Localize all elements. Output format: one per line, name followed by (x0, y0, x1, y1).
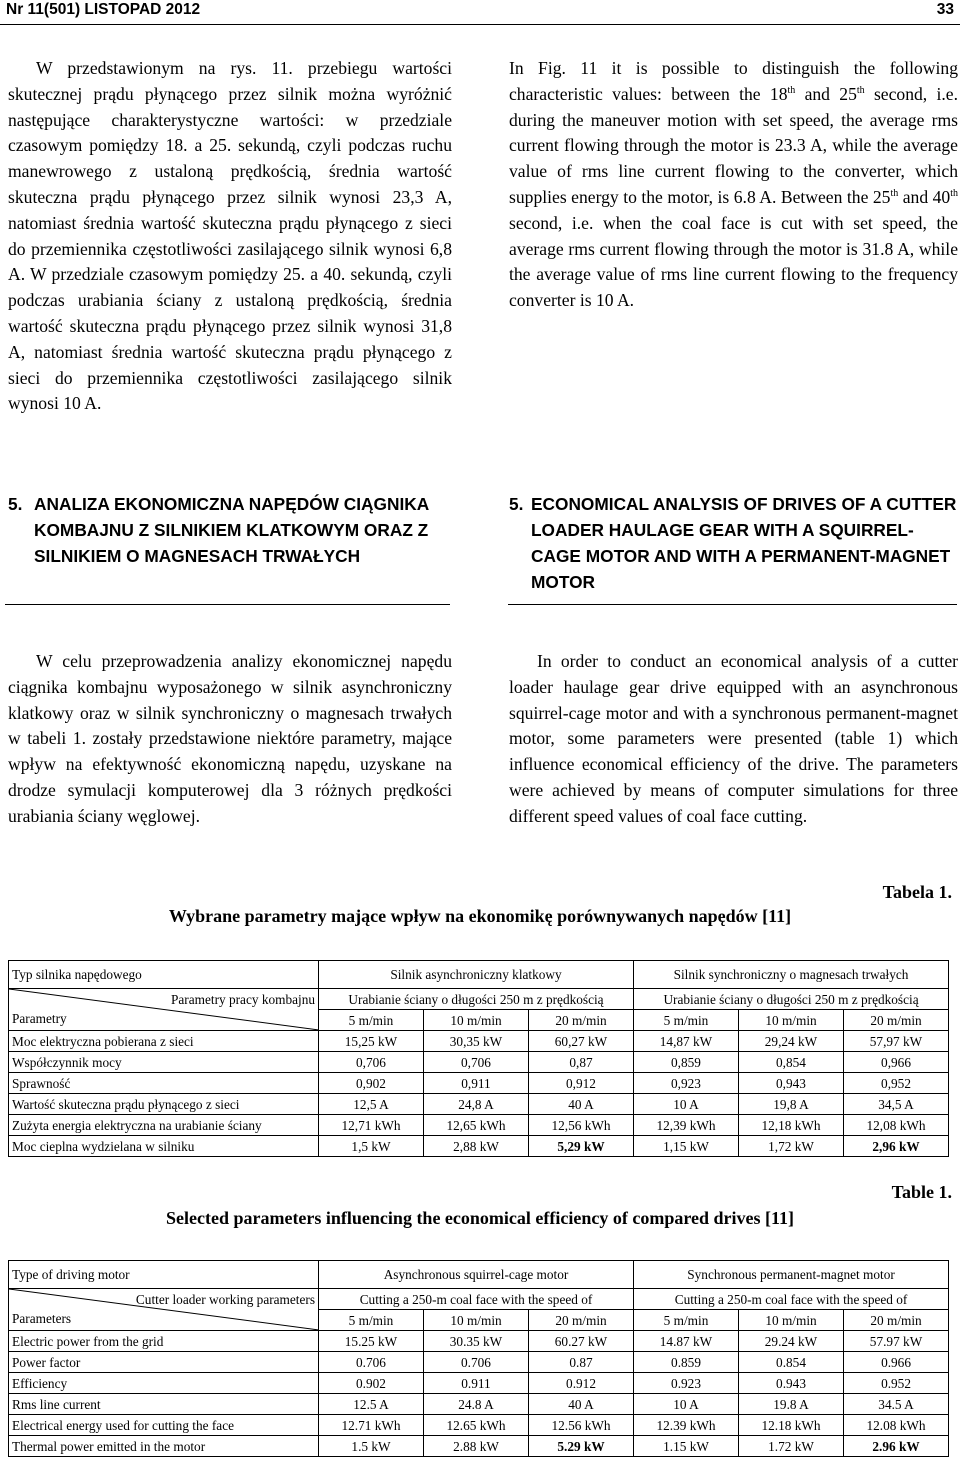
table-cell: 12.39 kWh (634, 1415, 739, 1436)
table-cell: 0.859 (634, 1352, 739, 1373)
section-rule-en (508, 604, 957, 605)
params-label: Parametry (12, 1011, 67, 1026)
table-cell: 1,5 kW (319, 1136, 424, 1157)
speed-cell: 20 m/min (844, 1010, 949, 1031)
async-motor-header: Asynchronous squirrel-cage motor (319, 1261, 634, 1289)
table-cell: 10 A (634, 1394, 739, 1415)
page-number: 33 (936, 1, 954, 18)
row-label: Electrical energy used for cutting the face (9, 1415, 319, 1436)
cutting-async-header: Urabianie ściany o długości 250 m z prędkością (319, 989, 634, 1010)
async-motor-header: Silnik asynchroniczny klatkowy (319, 961, 634, 989)
section-heading-en (509, 491, 958, 595)
params-label: Parameters (12, 1311, 72, 1326)
table-cell: 15.25 kW (319, 1331, 424, 1352)
table-pl-body (9, 1031, 949, 1157)
table-cell: 19.8 A (739, 1394, 844, 1415)
table-cell: 0.87 (529, 1352, 634, 1373)
speed-cell: 20 m/min (529, 1010, 634, 1031)
table-cell: 10 A (634, 1094, 739, 1115)
table-cell: 0,87 (529, 1052, 634, 1073)
table-cell: 60.27 kW (529, 1331, 634, 1352)
table-cell: 57.97 kW (844, 1331, 949, 1352)
table-cell: 57,97 kW (844, 1031, 949, 1052)
table-cell: 29,24 kW (739, 1031, 844, 1052)
table-cell: 0,706 (319, 1052, 424, 1073)
cutting-sync-header: Cutting a 250-m coal face with the speed of (634, 1289, 949, 1310)
table-cell: 0.943 (739, 1373, 844, 1394)
table-cell: 2,88 kW (424, 1136, 529, 1157)
row-label: Electric power from the grid (9, 1331, 319, 1352)
table-cell: 1.72 kW (739, 1436, 844, 1457)
table-cell: 5.29 kW (529, 1436, 634, 1457)
table-cell: 12.65 kWh (424, 1415, 529, 1436)
table-cell: 0.912 (529, 1373, 634, 1394)
table-cell: 0,912 (529, 1073, 634, 1094)
table-cell: 0,854 (739, 1052, 844, 1073)
table-cell: 0.706 (424, 1352, 529, 1373)
table-cell: 12.56 kWh (529, 1415, 634, 1436)
row-label: Efficiency (9, 1373, 319, 1394)
table-cell: 1,72 kW (739, 1136, 844, 1157)
section-title-en: ECONOMICAL ANALYSIS OF DRIVES OF A CUTTER LOADER HAULAGE GEAR WITH A SQUIRREL-CAGE MOTOR AND WITH A PERMANENT-MAGNET MOTOR (531, 494, 957, 592)
speed-cell: 5 m/min (319, 1010, 424, 1031)
section-heading-pl (8, 491, 452, 569)
table-cell: 0.923 (634, 1373, 739, 1394)
table-cell: 40 A (529, 1394, 634, 1415)
table-polish (8, 960, 949, 1157)
table-cell: 14,87 kW (634, 1031, 739, 1052)
table-cell: 30,35 kW (424, 1031, 529, 1052)
cutting-sync-header: Urabianie ściany o długości 250 m z prędkością (634, 989, 949, 1010)
english-paragraph-2: In order to conduct an economical analysis of a cutter loader haulage gear drive equipped with an asynchronous squirrel-cage motor and with a synchronous permanent-magnet motor, some parameters were presented (table 1) which influence economical efficiency of the drive. The parameters were achieved by means of computer simulations for three different speed values of coal face cutting. (509, 651, 958, 826)
english-intro-paragraph: In Fig. 11 it is possible to distinguish the following characteristic values: between the 18th and 25th second, i.e. during the maneuver motion with set speed, the average rms current flowing through the motor is 23.3 A, while the average value of rms line current flowing to the converter, which supplies energy to the motor, is 6.8 A. Between the 25th and 40th second, i.e. when the coal face is cut with set speed, the average rms current flowing through the motor is 31.8 A, while the average value of rms line current flowing to the frequency converter is 10 A. (509, 58, 958, 311)
table-row (9, 1094, 949, 1115)
cutting-async-header: Cutting a 250-m coal face with the speed of (319, 1289, 634, 1310)
row-label: Współczynnik mocy (9, 1052, 319, 1073)
section-number-pl: 5. (8, 494, 23, 514)
table-row (9, 1031, 949, 1052)
diagonal-header-cell (9, 989, 319, 1031)
page-header (0, 0, 960, 25)
diagonal-header-cell (9, 1289, 319, 1331)
work-params-label: Cutter loader working parameters (135, 1292, 315, 1307)
table-english (8, 1260, 949, 1457)
table-cell: 12,18 kWh (739, 1115, 844, 1136)
table-cell: 0.911 (424, 1373, 529, 1394)
table-row (9, 1394, 949, 1415)
table-cell: 0.902 (319, 1373, 424, 1394)
row-label: Thermal power emitted in the motor (9, 1436, 319, 1457)
row-label: Sprawność (9, 1073, 319, 1094)
table-cell: 1,15 kW (634, 1136, 739, 1157)
table-cell: 34.5 A (844, 1394, 949, 1415)
table-cell: 29.24 kW (739, 1331, 844, 1352)
table-cell: 12.5 A (319, 1394, 424, 1415)
table-row (9, 1331, 949, 1352)
table-row (9, 1073, 949, 1094)
speed-cell: 20 m/min (529, 1310, 634, 1331)
table-cell: 0,952 (844, 1073, 949, 1094)
speed-cell: 10 m/min (424, 1010, 529, 1031)
speed-cell: 5 m/min (319, 1310, 424, 1331)
table-cell: 15,25 kW (319, 1031, 424, 1052)
motor-type-header: Type of driving motor (9, 1261, 319, 1289)
table-cell: 0,902 (319, 1073, 424, 1094)
table-cell: 14.87 kW (634, 1331, 739, 1352)
row-label: Zużyta energia elektryczna na urabianie ściany (9, 1115, 319, 1136)
table-cell: 1.5 kW (319, 1436, 424, 1457)
table-cell: 2.96 kW (844, 1436, 949, 1457)
table-cell: 19,8 A (739, 1094, 844, 1115)
table-row (9, 1136, 949, 1157)
table-row (9, 1436, 949, 1457)
table-cell: 0,923 (634, 1073, 739, 1094)
table-cell: 40 A (529, 1094, 634, 1115)
polish-paragraph-2: W celu przeprowadzenia analizy ekonomicznej napędu ciągnika kombajnu wyposażonego w silnik asynchroniczny klatkowy oraz w silnik synchroniczny o magnesach trwałych w tabeli 1. zostały przedstawione niektóre parametry, mające wpływ na efektywność ekonomiczną napędu, uzyskane na drodze symulacji komputerowej dla 3 różnych prędkości urabiania ściany węglowej. (8, 651, 452, 826)
section-rule-pl (5, 604, 450, 605)
table-cell: 24.8 A (424, 1394, 529, 1415)
table-cell: 0.854 (739, 1352, 844, 1373)
table-cell: 60,27 kW (529, 1031, 634, 1052)
table-cell: 24,8 A (424, 1094, 529, 1115)
row-label: Power factor (9, 1352, 319, 1373)
table-cell: 12,08 kWh (844, 1115, 949, 1136)
section-title-pl: ANALIZA EKONOMICZNA NAPĘDÓW CIĄGNIKA KOMBAJNU Z SILNIKIEM KLATKOWYM ORAZ Z SILNIKIEM O MAGNESACH TRWAŁYCH (34, 494, 429, 566)
table-cell: 34,5 A (844, 1094, 949, 1115)
table-cell: 12,5 A (319, 1094, 424, 1115)
table-cell: 12.18 kWh (739, 1415, 844, 1436)
row-label: Rms line current (9, 1394, 319, 1415)
table-cell: 2.88 kW (424, 1436, 529, 1457)
speed-cell: 20 m/min (844, 1310, 949, 1331)
table-cell: 0.966 (844, 1352, 949, 1373)
table-row (9, 1052, 949, 1073)
speed-cell: 5 m/min (634, 1310, 739, 1331)
section-number-en: 5. (509, 494, 524, 514)
table-row (9, 1115, 949, 1136)
table-row (9, 1352, 949, 1373)
polish-intro-paragraph: W przedstawionym na rys. 11. przebiegu wartości skutecznej prądu płynącego przez silnik można wyróżnić następujące charakterystyczne wartości: w przedziale czasowym pomiędzy 18. a 25. sekundą, czyli podczas ruchu manewrowego z ustaloną prędkością, średnia wartość skuteczna prądu płynącego przez silnik wynosi 23,3 A, natomiast średnia wartość skuteczna prądu płynącego z sieci do przemiennika częstotliwości zasilającego silnik wynosi 6,8 A. W przedziale czasowym pomiędzy 25. a 40. sekundą, czyli podczas urabiania ściany z ustaloną prędkością, średnia wartość skuteczna prądu płynącego przez silnik wynosi 31,8 A, natomiast średnia wartość skuteczna prądu płynącego z sieci do przemiennika częstotliwości zasilającego silnik wynosi 10 A. (8, 58, 452, 414)
issue-label: Nr 11(501) LISTOPAD 2012 (6, 1, 201, 18)
table-row (9, 1415, 949, 1436)
table-cell: 0,859 (634, 1052, 739, 1073)
table-cell: 12,39 kWh (634, 1115, 739, 1136)
table-cell: 2,96 kW (844, 1136, 949, 1157)
table-title-pl: Wybrane parametry mające wpływ na ekonomikę porównywanych napędów [11] (168, 906, 792, 926)
speed-cell: 10 m/min (739, 1310, 844, 1331)
work-params-label: Parametry pracy kombajnu (171, 992, 315, 1007)
table-cell: 1.15 kW (634, 1436, 739, 1457)
row-label: Wartość skuteczna prądu płynącego z sieci (9, 1094, 319, 1115)
table-cell: 5,29 kW (529, 1136, 634, 1157)
table-cell: 0,943 (739, 1073, 844, 1094)
table-cell: 0,706 (424, 1052, 529, 1073)
table-cell: 0,966 (844, 1052, 949, 1073)
table-cell: 0.706 (319, 1352, 424, 1373)
table-cell: 12,71 kWh (319, 1115, 424, 1136)
table-cell: 30.35 kW (424, 1331, 529, 1352)
table-number-pl: Tabela 1. (882, 882, 952, 902)
table-row (9, 1373, 949, 1394)
motor-type-header: Typ silnika napędowego (9, 961, 319, 989)
table-en-body (9, 1331, 949, 1457)
table-cell: 12,56 kWh (529, 1115, 634, 1136)
table-number-en: Table 1. (891, 1182, 952, 1202)
sync-motor-header: Synchronous permanent-magnet motor (634, 1261, 949, 1289)
speed-cell: 5 m/min (634, 1010, 739, 1031)
table-cell: 12,65 kWh (424, 1115, 529, 1136)
table-cell: 0.952 (844, 1373, 949, 1394)
table-cell: 12.08 kWh (844, 1415, 949, 1436)
table-cell: 12.71 kWh (319, 1415, 424, 1436)
table-cell: 0,911 (424, 1073, 529, 1094)
speed-cell: 10 m/min (739, 1010, 844, 1031)
speed-cell: 10 m/min (424, 1310, 529, 1331)
sync-motor-header: Silnik synchroniczny o magnesach trwałych (634, 961, 949, 989)
row-label: Moc cieplna wydzielana w silniku (9, 1136, 319, 1157)
table-title-en: Selected parameters influencing the economical efficiency of compared drives [11] (165, 1208, 795, 1228)
row-label: Moc elektryczna pobierana z sieci (9, 1031, 319, 1052)
